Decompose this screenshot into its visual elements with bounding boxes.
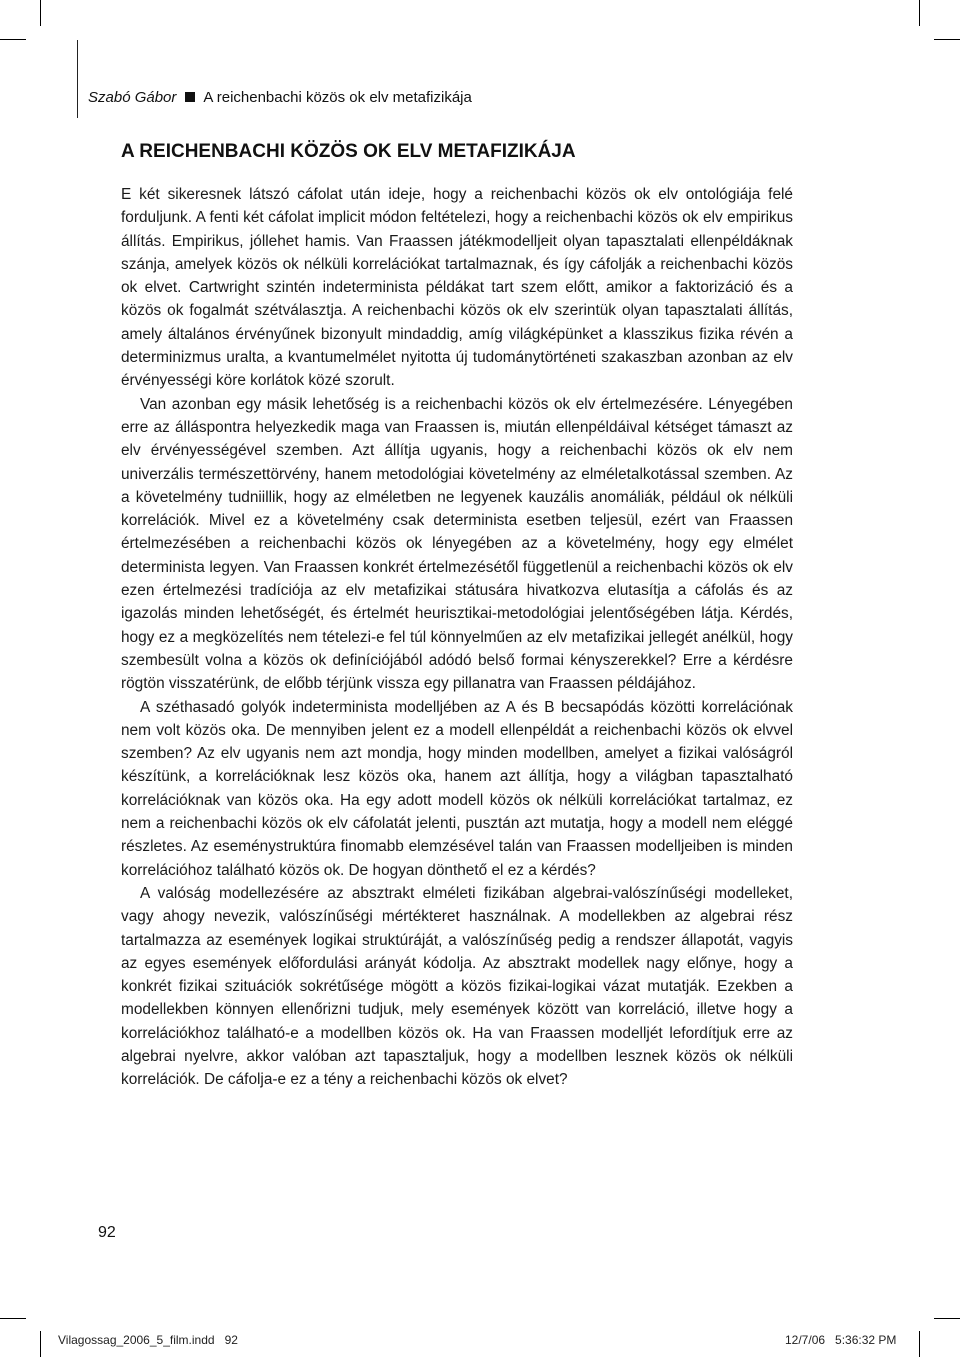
square-bullet-icon bbox=[185, 92, 195, 102]
running-head-rule bbox=[77, 40, 78, 118]
paragraph-1: E két sikeresnek látszó cáfolat után ideje, hogy a reichenbachi közös ok elv ontológiája felé forduljunk. A fenti két cáfolat implicit módon feltételezi, hogy a reichenbachi közös ok elv empirikus állítás. Empirikus, jóllehet hamis. Van Fraassen játékmodelljeit olyan tapasztalati ellenpéldáknak szánja, amelyek közös ok nélküli korrelációkat tartalmaznak, és így cáfolják a reichenbachi közös ok elvet. Cartwright szintén indeterminista példákat tart szem előtt, amikor a faktorizáció és a közös ok fogalmát szétválasztja. A reichenbachi közös ok elv szerintük olyan tapasztalati állítás, amely általános érvényűnek bizonyult mindaddig, amíg világképünket a klasszikus fizika révén a determinizmus uralta, a kvantumelmélet nyitotta új tudománytörténeti szakaszban azonban az elv érvényességi köre korlátok közé szorult. bbox=[121, 186, 793, 390]
article-title: A REICHENBACHI KÖZÖS OK ELV METAFIZIKÁJA bbox=[121, 141, 576, 162]
article-body bbox=[121, 183, 793, 1092]
crop-mark-bottom-left-h bbox=[0, 1318, 26, 1319]
crop-mark-top-right-h bbox=[934, 39, 960, 40]
crop-mark-top-left-h bbox=[0, 39, 26, 40]
running-head-title: A reichenbachi közös ok elv metafizikája bbox=[203, 89, 472, 106]
crop-mark-bottom-right-h bbox=[934, 1318, 960, 1319]
page-number: 92 bbox=[98, 1224, 116, 1241]
crop-mark-bottom-left bbox=[40, 1331, 41, 1357]
running-head bbox=[88, 89, 472, 106]
crop-mark-top-right bbox=[919, 0, 920, 26]
print-slug-timestamp: 12/7/06 5:36:32 PM bbox=[785, 1333, 897, 1347]
paragraph-2: Van azonban egy másik lehetőség is a reichenbachi közös ok elv értelmezésére. Lényegében erre az álláspontra helyezkedik maga van Fraassen is, miután ellenpéldáival kétséget támaszt az elv érvényességével szemben. Azt állítja ugyanis, hogy a reichenbachi közös ok elv nem univerzális természettörvény, hanem metodológiai követelmény az elméletalkotással szemben. Az a követelmény tudniillik, hogy az elméletben ne legyenek kauzális anomáliák, például ok nélküli korrelációk. Mivel ez a követelmény csak determinista esetben teljesül, ezért van Fraassen értelmezésében a reichenbachi közös ok lényegében az a követelmény, hogy egy elmélet determinista legyen. Van Fraassen konkrét értelmezésétől függetlenül a reichenbachi közös ok elv ezen értelmezési tradíciója az elv metafizikai státusára hivatkozva elutasítja a cáfolás és az igazolás minden lehetőségét, és értelmét heurisztikai-metodológiai jelentőségében látja. Kérdés, hogy ez a megközelítés nem tételezi-e fel túl könnyelműen az elv metafizikai jellegét anélkül, hogy szembesült volna a közös ok definíciójából adódó belső formai kényszerekkel? Erre a kérdésre rögtön visszatérünk, de előbb térjünk vissza egy pillanatra van Fraassen példájához. bbox=[121, 395, 793, 693]
paragraph-4: A valóság modellezésére az absztrakt elméleti fizikában algebrai-valószínűségi modelleket, vagy ahogy nevezik, valószínűségi mértékteret használnak. A modellekben az algebrai rész tartalmazza az események logikai struktúráját, a valószínűség pedig a rendszer állapotát, vagyis az egyes események előfordulási arányát kódolja. Az absztrakt modellek nagy előnye, hogy a konkrét fizikai szituációk sokrétűsége mögött a közös fizikai-logikai vázat mutatják. Ezekben a modellekben könnyen ellenőrizni tudjuk, mely események között van korreláció, illetve hogy a korrelációkhoz található-e a modellben közös ok. Ha van Fraassen modelljét lefordítjuk erre az algebrai nyelvre, akkor valóban azt tapasztaljuk, hogy a modellben lesznek közös ok nélküli korrelációk. De cáfolja-e ez a tény a reichenbachi közös ok elvet? bbox=[121, 884, 793, 1089]
paragraph-3: A széthasadó golyók indeterminista modelljében az A és B becsapódás közötti korrelációnak nem volt közös oka. De mennyiben jelent ez a modell ellenpéldát a reichenbachi közös ok elvvel szemben? Az elv ugyanis nem azt mondja, hogy minden modellben, amelyet a fizikai valóságról készítünk, a korrelációknak lesz közös oka, hanem azt állítja, hogy a világban tapasztalható korrelációknak van közös oka. Ha egy adott modell közös ok nélküli korrelációkat tartalmaz, ez nem a reichenbachi közös ok elv cáfolatát jelenti, pusztán azt mutatja, hogy a modell nem eléggé részletes. Az eseménystruktúra finomabb elemzésével talán van Fraassen modelljeiben is minden korrelációhoz található közös ok. De hogyan dönthető el ez a kérdés? bbox=[121, 698, 793, 879]
crop-mark-top-left bbox=[40, 0, 41, 26]
running-head-author: Szabó Gábor bbox=[88, 89, 177, 106]
crop-mark-bottom-right bbox=[919, 1331, 920, 1357]
print-slug-file: Vilagossag_2006_5_film.indd 92 bbox=[58, 1333, 238, 1347]
